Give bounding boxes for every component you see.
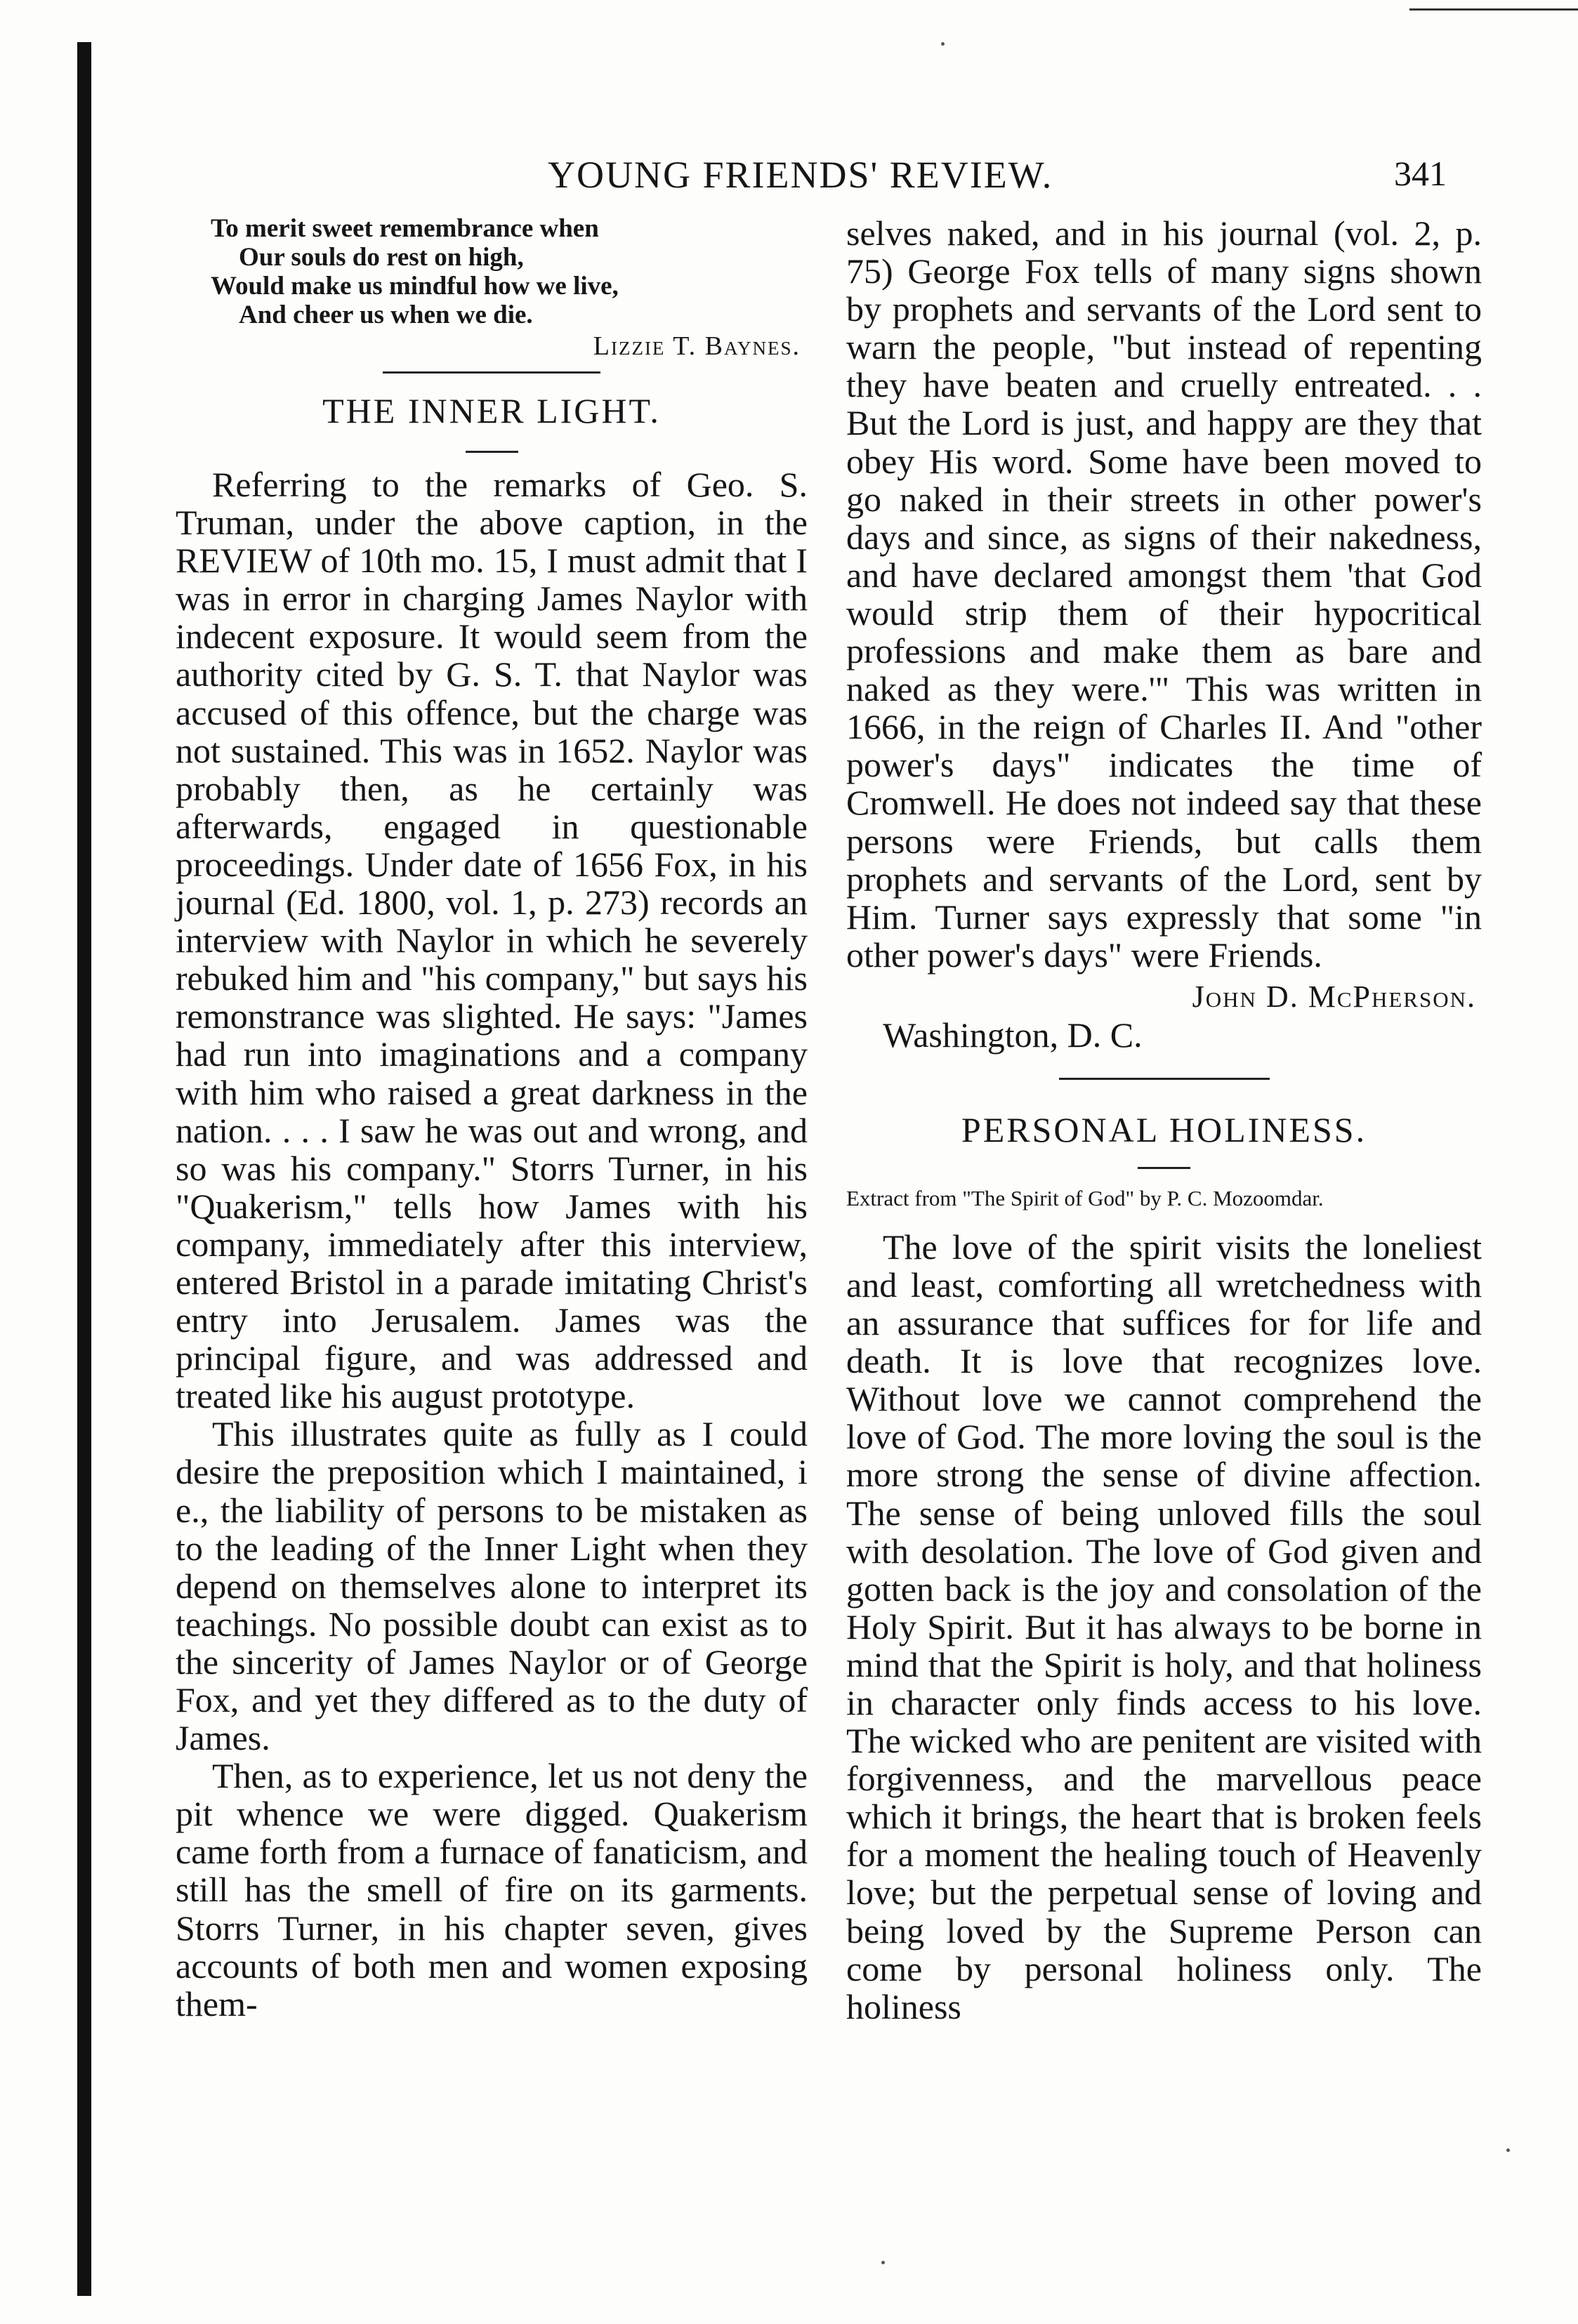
- poem-line: Would make us mindful how we live,: [211, 272, 619, 301]
- divider: [1059, 1078, 1270, 1080]
- print-speck: [881, 2261, 885, 2264]
- extract-note: Extract from "The Spirit of God" by P. C. Mozoomdar.: [846, 1185, 1324, 1210]
- poem: [176, 214, 808, 329]
- article-place: Washington, D. C.: [883, 1015, 1143, 1055]
- article-paragraph: Then, as to experience, let us not deny the pit whence we were digged. Quakerism came forth from a furnace of fanaticism, and still has the smell of fire on its garments. Storrs Turner, in his chapter seven, gives accounts of both men and women exposing them-: [176, 1756, 808, 2023]
- print-speck: [1506, 2148, 1510, 2152]
- section-title-inner-light: THE INNER LIGHT.: [322, 391, 661, 430]
- running-head: YOUNG FRIENDS' REVIEW.: [548, 154, 1053, 196]
- article-paragraph: This illustrates quite as fully as I could desire the preposition which I maintained, i e., the liability of persons to be mistaken as to the leading of the Inner Light when they depend on themselves alone to interpret its teachings. No possible doubt can exist as to the sincerity of James Naylor or of George Fox, and yet they differed as to the duty of James.: [176, 1414, 808, 1758]
- poem-line: To merit sweet remembrance when: [211, 214, 599, 243]
- section-title-personal-holiness: PERSONAL HOLINESS.: [961, 1109, 1367, 1149]
- print-speck: [941, 42, 945, 46]
- page-number: 341: [1394, 154, 1447, 193]
- article-paragraph: Referring to the remarks of Geo. S. Truman, under the above caption, in the REVIEW of 10th mo. 15, I must admit that I was in error in charging James Naylor with indecent exposure. It would seem from the authority cited by G. S. T. that Naylor was accused of this offence, but the charge was not sustained. This was in 1652. Naylor was probably then, as he certainly was afterwards, engaged in questionable proceedings. Under date of 1656 Fox, in his journal (Ed. 1800, vol. 1, p. 273) records an interview with Naylor in which he severely rebuked him and "his company," but says his remonstrance was slighted. He says: "James had run into imaginations and a company with him who raised a great darkness in the nation. . . . I saw he was out and wrong, and so was his company." Storrs Turner, in his "Quakerism," tells how James with his company, immediately after this interview, entered Bristol in a parade imitating Christ's entry into Jerusalem. James was the principal figure, and was addressed and treated like his august prototype.: [176, 465, 808, 1416]
- divider: [466, 451, 518, 453]
- poem-author: Lizzie T. Baynes.: [593, 331, 801, 361]
- article-continuation: selves naked, and in his journal (vol. 2, p. 75) George Fox tells of many signs shown by prophets and servants of the Lord sent to warn the people, "but instead of repenting they have beaten and cruelly entreated. . . But the Lord is just, and happy are they that obey His word. Some have been moved to go naked in their streets in other power's days and since, as signs of their nakedness, and have declared amongst them 'that God would strip them of their hypocritical professions and make them as bare and naked as they were.'" This was written in 1666, in the reign of Charles II. And "other power's days" indicates the time of Cromwell. He does not indeed say that these persons were Friends, but calls them prophets and servants of the Lord, sent by Him. Turner says expressly that some "in other power's days" were Friends.: [846, 213, 1482, 975]
- left-column: [176, 214, 808, 2023]
- divider: [1138, 1167, 1190, 1169]
- top-rule: [1409, 8, 1578, 11]
- article-paragraph: The love of the spirit visits the loneliest and least, comforting all wretchedness with an assurance that suffices for for life and death. It is love that recognizes love. Without love we cannot comprehend the love of God. The more loving the soul is the more strong the sense of divine affection. The sense of being unloved fills the soul with desolation. The love of God given and gotten back is the joy and consolation of the Holy Spirit. But it has always to be borne in mind that the Spirit is holy, and that holiness in character only finds access to his love. The wicked who are penitent are visited with forgivenness, and the marvellous peace which it brings, the heart that is broken feels for a moment the healing touch of Heavenly love; but the perpetual sense of loving and being loved by the Supreme Person can come by personal holiness only. The holiness: [846, 1227, 1482, 2026]
- divider: [383, 371, 600, 374]
- poem-line: Our souls do rest on high,: [239, 243, 524, 272]
- poem-line: And cheer us when we die.: [239, 301, 533, 329]
- right-column: [846, 214, 1482, 2026]
- binding-edge: [77, 42, 91, 2296]
- article-author: John D. McPherson.: [1192, 979, 1476, 1014]
